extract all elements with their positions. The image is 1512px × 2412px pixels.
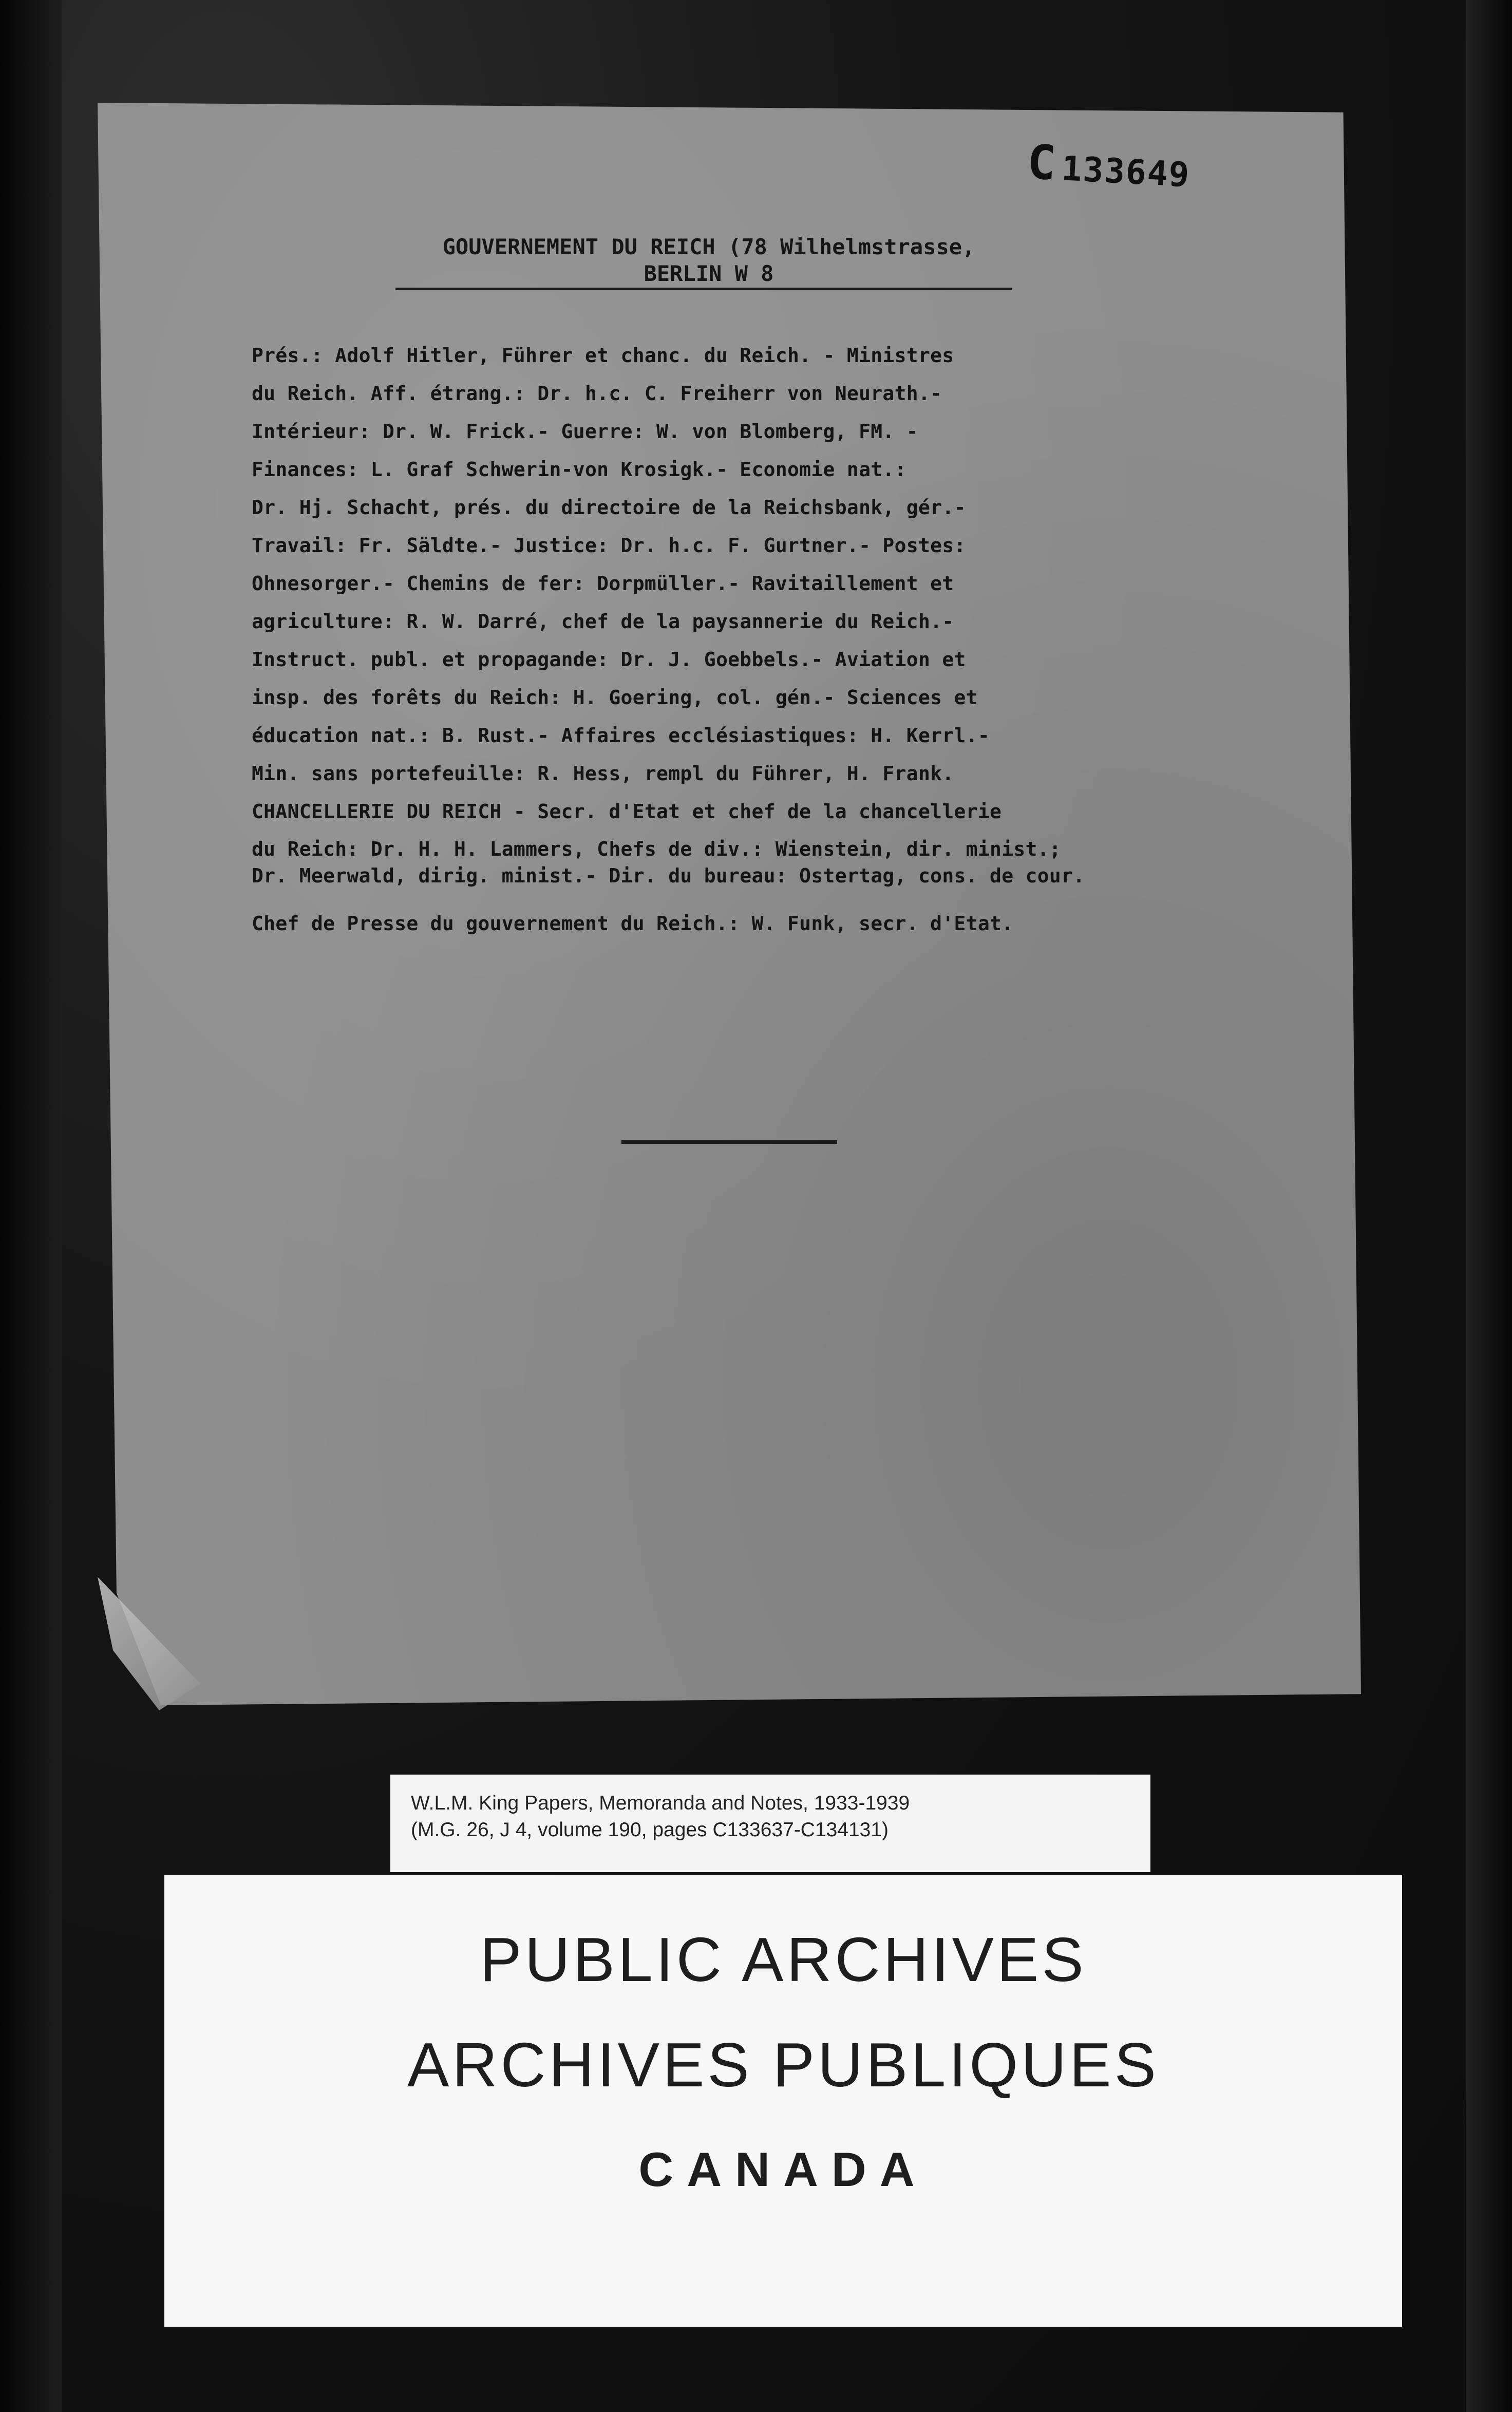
catalogue-line-1: W.L.M. King Papers, Memoranda and Notes, 1933-1939 [411, 1792, 910, 1814]
film-edge-right [1466, 0, 1512, 2412]
archives-line-french: ARCHIVES PUBLIQUES [407, 2030, 1159, 2100]
body-line: Finances: L. Graf Schwerin-von Krosigk.- Economie nat.: [252, 458, 906, 481]
body-line: agriculture: R. W. Darré, chef de la paysannerie du Reich.- [252, 610, 954, 633]
title-underline [395, 288, 1012, 290]
body-line: Dr. Hj. Schacht, prés. du directoire de la Reichsbank, gér.- [252, 496, 966, 519]
archives-line-country: CANADA [638, 2142, 928, 2196]
body-line: Travail: Fr. Säldte.- Justice: Dr. h.c. F. Gurtner.- Postes: [252, 534, 966, 557]
closing-rule [621, 1140, 837, 1144]
document-body [252, 336, 1340, 943]
catalogue-label [390, 1775, 1150, 1872]
body-line: Dr. Meerwald, dirig. minist.- Dir. du bureau: Ostertag, cons. de cour. [252, 864, 1085, 887]
body-line: éducation nat.: B. Rust.- Affaires ecclésiastiques: H. Kerrl.- [252, 724, 990, 747]
archives-line-english: PUBLIC ARCHIVES [480, 1925, 1087, 1994]
body-line: Min. sans portefeuille: R. Hess, rempl du Führer, H. Frank. [252, 762, 954, 785]
body-line: Ohnesorger.- Chemins de fer: Dorpmüller.- Ravitaillement et [252, 572, 954, 595]
stamp-prefix: C [1026, 134, 1059, 191]
document-title [390, 234, 1027, 287]
stamp-digits: 133649 [1061, 148, 1192, 195]
archive-stamp-number [1026, 135, 1192, 198]
body-line: insp. des forêts du Reich: H. Goering, col. gén.- Sciences et [252, 686, 978, 709]
body-line: Instruct. publ. et propagande: Dr. J. Goebbels.- Aviation et [252, 648, 966, 671]
film-edge-left [0, 0, 62, 2412]
body-line: Chef de Presse du gouvernement du Reich.: W. Funk, secr. d'Etat. [252, 912, 1014, 935]
body-line: du Reich. Aff. étrang.: Dr. h.c. C. Freiherr von Neurath.- [252, 382, 942, 405]
body-line: CHANCELLERIE DU REICH - Secr. d'Etat et chef de la chancellerie [252, 800, 1002, 823]
catalogue-line-2: (M.G. 26, J 4, volume 190, pages C133637-C134131) [411, 1819, 889, 1841]
title-line-2: BERLIN W 8 [644, 261, 774, 286]
title-line-1: GOUVERNEMENT DU REICH (78 Wilhelmstrasse, [442, 234, 975, 259]
body-line: Intérieur: Dr. W. Frick.- Guerre: W. von Blomberg, FM. - [252, 420, 918, 443]
archives-card [164, 1875, 1402, 2327]
body-line: du Reich: Dr. H. H. Lammers, Chefs de div.: Wienstein, dir. minist.; [252, 838, 1062, 860]
body-line: Prés.: Adolf Hitler, Führer et chanc. du Reich. - Ministres [252, 344, 954, 367]
